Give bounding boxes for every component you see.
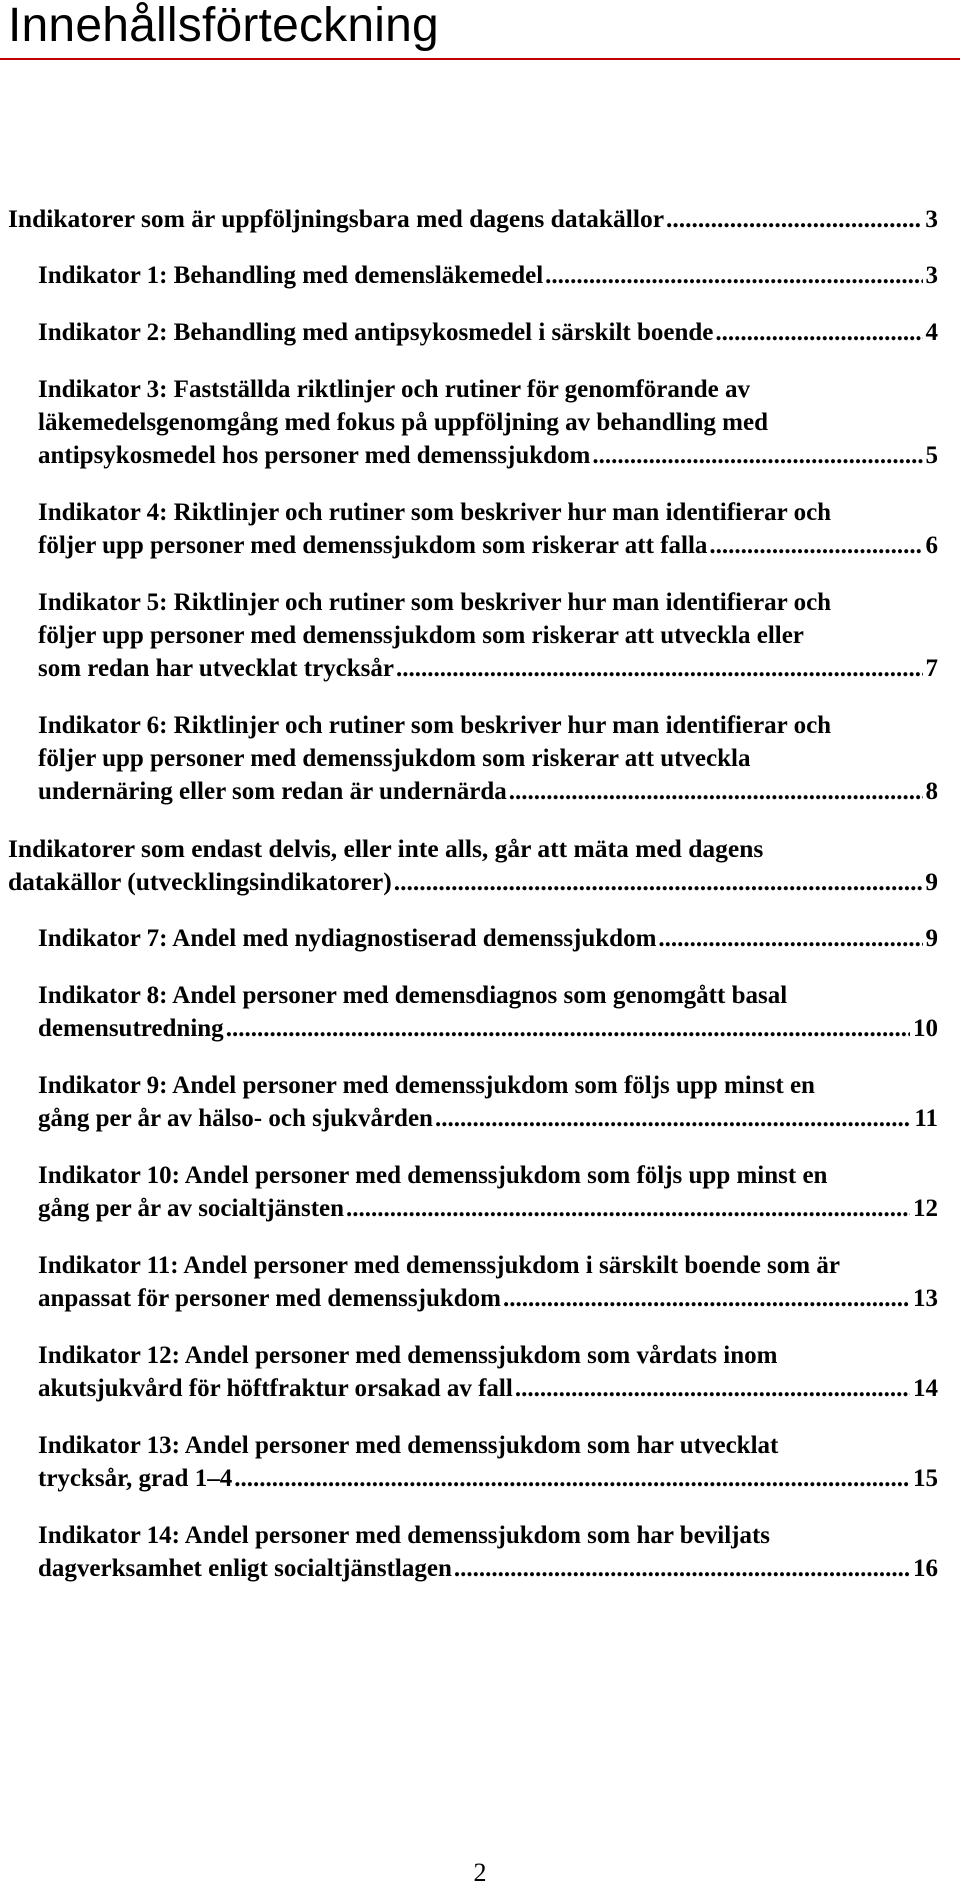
toc-entry-text-line: Indikator 6: Riktlinjer och rutiner som beskriver hur man identifierar och xyxy=(38,712,832,739)
toc-entry[interactable] xyxy=(8,832,938,898)
toc-entry-title: dagverksamhet enligt socialtjänstlagen xyxy=(38,1555,452,1582)
page-title: Innehållsförteckning xyxy=(8,0,439,52)
toc-page-number: 3 xyxy=(925,262,938,289)
toc-entry-last-line xyxy=(8,202,938,235)
toc-entry[interactable] xyxy=(38,586,938,685)
dot-leader xyxy=(454,1552,910,1585)
toc-entry-text-line: Indikator 4: Riktlinjer och rutiner som beskriver hur man identifierar och xyxy=(38,499,832,526)
toc-entry[interactable] xyxy=(38,316,938,349)
toc-entry-title: som redan har utvecklat trycksår xyxy=(38,655,394,682)
dot-leader xyxy=(346,1192,910,1225)
toc-entry-last-line xyxy=(8,865,938,898)
toc-entry-title: Indikatorer som är uppföljningsbara med dagens datakällor xyxy=(8,204,665,233)
toc-entry[interactable] xyxy=(38,709,938,808)
toc-entry[interactable] xyxy=(38,1069,938,1135)
toc-entry[interactable] xyxy=(38,922,938,955)
toc-entry-title: undernäring eller som redan är undernärda xyxy=(38,778,507,805)
toc-entry-text-line: Indikator 5: Riktlinjer och rutiner som beskriver hur man identifierar och xyxy=(38,589,832,616)
dot-leader xyxy=(658,922,922,955)
toc-entry[interactable] xyxy=(38,373,938,472)
toc-page-number: 4 xyxy=(925,319,938,346)
toc-entry[interactable] xyxy=(38,259,938,292)
toc-page-number: 12 xyxy=(913,1195,938,1222)
toc-entry-title: gång per år av hälso- och sjukvården xyxy=(38,1105,433,1132)
dot-leader xyxy=(592,439,922,472)
toc-page-number: 6 xyxy=(925,532,938,559)
toc-entry-text-line: Indikator 8: Andel personer med demensdiagnos som genomgått basal xyxy=(38,982,788,1009)
toc-entry-title: Indikator 2: Behandling med antipsykosmedel i särskilt boende xyxy=(38,319,714,346)
toc-entry-last-line xyxy=(38,439,938,472)
toc-page-number: 14 xyxy=(913,1375,938,1402)
toc-entry-last-line xyxy=(38,1462,938,1495)
toc-entry-title: datakällor (utvecklingsindikatorer) xyxy=(8,867,392,896)
toc-entry[interactable] xyxy=(38,1429,938,1495)
toc-entry-last-line xyxy=(38,1192,938,1225)
toc-entry-text-line: Indikator 11: Andel personer med demenssjukdom i särskilt boende som är xyxy=(38,1252,840,1279)
toc-page-number: 9 xyxy=(925,925,938,952)
toc-entry-title: trycksår, grad 1–4 xyxy=(38,1465,233,1492)
title-divider xyxy=(0,58,960,60)
page-number: 2 xyxy=(473,1858,487,1887)
dot-leader xyxy=(515,1372,910,1405)
toc-entry-text-line: Indikator 3: Fastställda riktlinjer och rutiner för genomförande av xyxy=(38,376,751,403)
toc-entry-text-line: Indikator 9: Andel personer med demenssjukdom som följs upp minst en xyxy=(38,1072,815,1099)
toc-page-number: 15 xyxy=(913,1465,938,1492)
toc-page-number: 8 xyxy=(925,778,938,805)
toc-entry-title: anpassat för personer med demenssjukdom xyxy=(38,1285,502,1312)
toc-page-number: 10 xyxy=(913,1015,938,1042)
dot-leader xyxy=(396,652,923,685)
dot-leader xyxy=(226,1012,910,1045)
dot-leader xyxy=(509,775,923,808)
toc-entry-text-line: Indikator 10: Andel personer med demenssjukdom som följs upp minst en xyxy=(38,1162,828,1189)
toc-entry-last-line xyxy=(38,775,938,808)
toc-entry[interactable] xyxy=(38,496,938,562)
dot-leader xyxy=(709,529,922,562)
toc-page-number: 7 xyxy=(925,655,938,682)
toc-entry-text-line: Indikator 13: Andel personer med demenssjukdom som har utvecklat xyxy=(38,1432,779,1459)
dot-leader xyxy=(545,259,922,292)
toc-entry-last-line xyxy=(38,1552,938,1585)
toc-entry-last-line xyxy=(38,1372,938,1405)
toc-entry-last-line xyxy=(38,529,938,562)
toc-entry-last-line xyxy=(38,652,938,685)
dot-leader xyxy=(435,1102,911,1135)
toc-page-number: 11 xyxy=(914,1105,938,1132)
toc-entry[interactable] xyxy=(38,1339,938,1405)
dot-leader xyxy=(394,865,923,898)
toc-entry-last-line xyxy=(38,1102,938,1135)
toc-entry-text-line: Indikatorer som endast delvis, eller inte alls, går att mäta med dagens xyxy=(8,834,764,863)
dot-leader xyxy=(666,202,922,235)
toc-page-number: 16 xyxy=(913,1555,938,1582)
toc-entry-last-line xyxy=(38,1282,938,1315)
toc-entry-last-line xyxy=(38,316,938,349)
toc-entry-text-line: följer upp personer med demenssjukdom som riskerar att utveckla eller xyxy=(38,622,804,649)
toc-entry-title: antipsykosmedel hos personer med demenssjukdom xyxy=(38,442,591,469)
toc-entry-title: gång per år av socialtjänsten xyxy=(38,1195,345,1222)
toc-page-number: 13 xyxy=(913,1285,938,1312)
toc-entry[interactable] xyxy=(8,202,938,235)
toc-entry-text-line: Indikator 12: Andel personer med demenssjukdom som vårdats inom xyxy=(38,1342,778,1369)
dot-leader xyxy=(715,316,922,349)
toc-entry[interactable] xyxy=(38,1159,938,1225)
toc-entry-last-line xyxy=(38,259,938,292)
toc-entry-text-line: läkemedelsgenomgång med fokus på uppföljning av behandling med xyxy=(38,409,769,436)
toc-entry-title: Indikator 1: Behandling med demensläkemedel xyxy=(38,262,544,289)
toc-entry-title: följer upp personer med demenssjukdom som riskerar att falla xyxy=(38,532,708,559)
toc-entry[interactable] xyxy=(38,1249,938,1315)
toc-entry-title: demensutredning xyxy=(38,1015,224,1042)
toc-entry-text-line: Indikator 14: Andel personer med demenssjukdom som har beviljats xyxy=(38,1522,771,1549)
toc-entry-last-line xyxy=(38,922,938,955)
table-of-contents xyxy=(0,202,960,1609)
toc-page-number: 5 xyxy=(925,442,938,469)
toc-entry[interactable] xyxy=(38,1519,938,1585)
toc-page-number: 3 xyxy=(925,204,938,233)
toc-entry-title: akutsjukvård för höftfraktur orsakad av fall xyxy=(38,1375,513,1402)
dot-leader xyxy=(503,1282,910,1315)
dot-leader xyxy=(234,1462,910,1495)
toc-entry[interactable] xyxy=(38,979,938,1045)
toc-page-number: 9 xyxy=(925,867,938,896)
toc-entry-title: Indikator 7: Andel med nydiagnostiserad demenssjukdom xyxy=(38,925,657,952)
toc-entry-text-line: följer upp personer med demenssjukdom som riskerar att utveckla xyxy=(38,745,751,772)
toc-entry-last-line xyxy=(38,1012,938,1045)
